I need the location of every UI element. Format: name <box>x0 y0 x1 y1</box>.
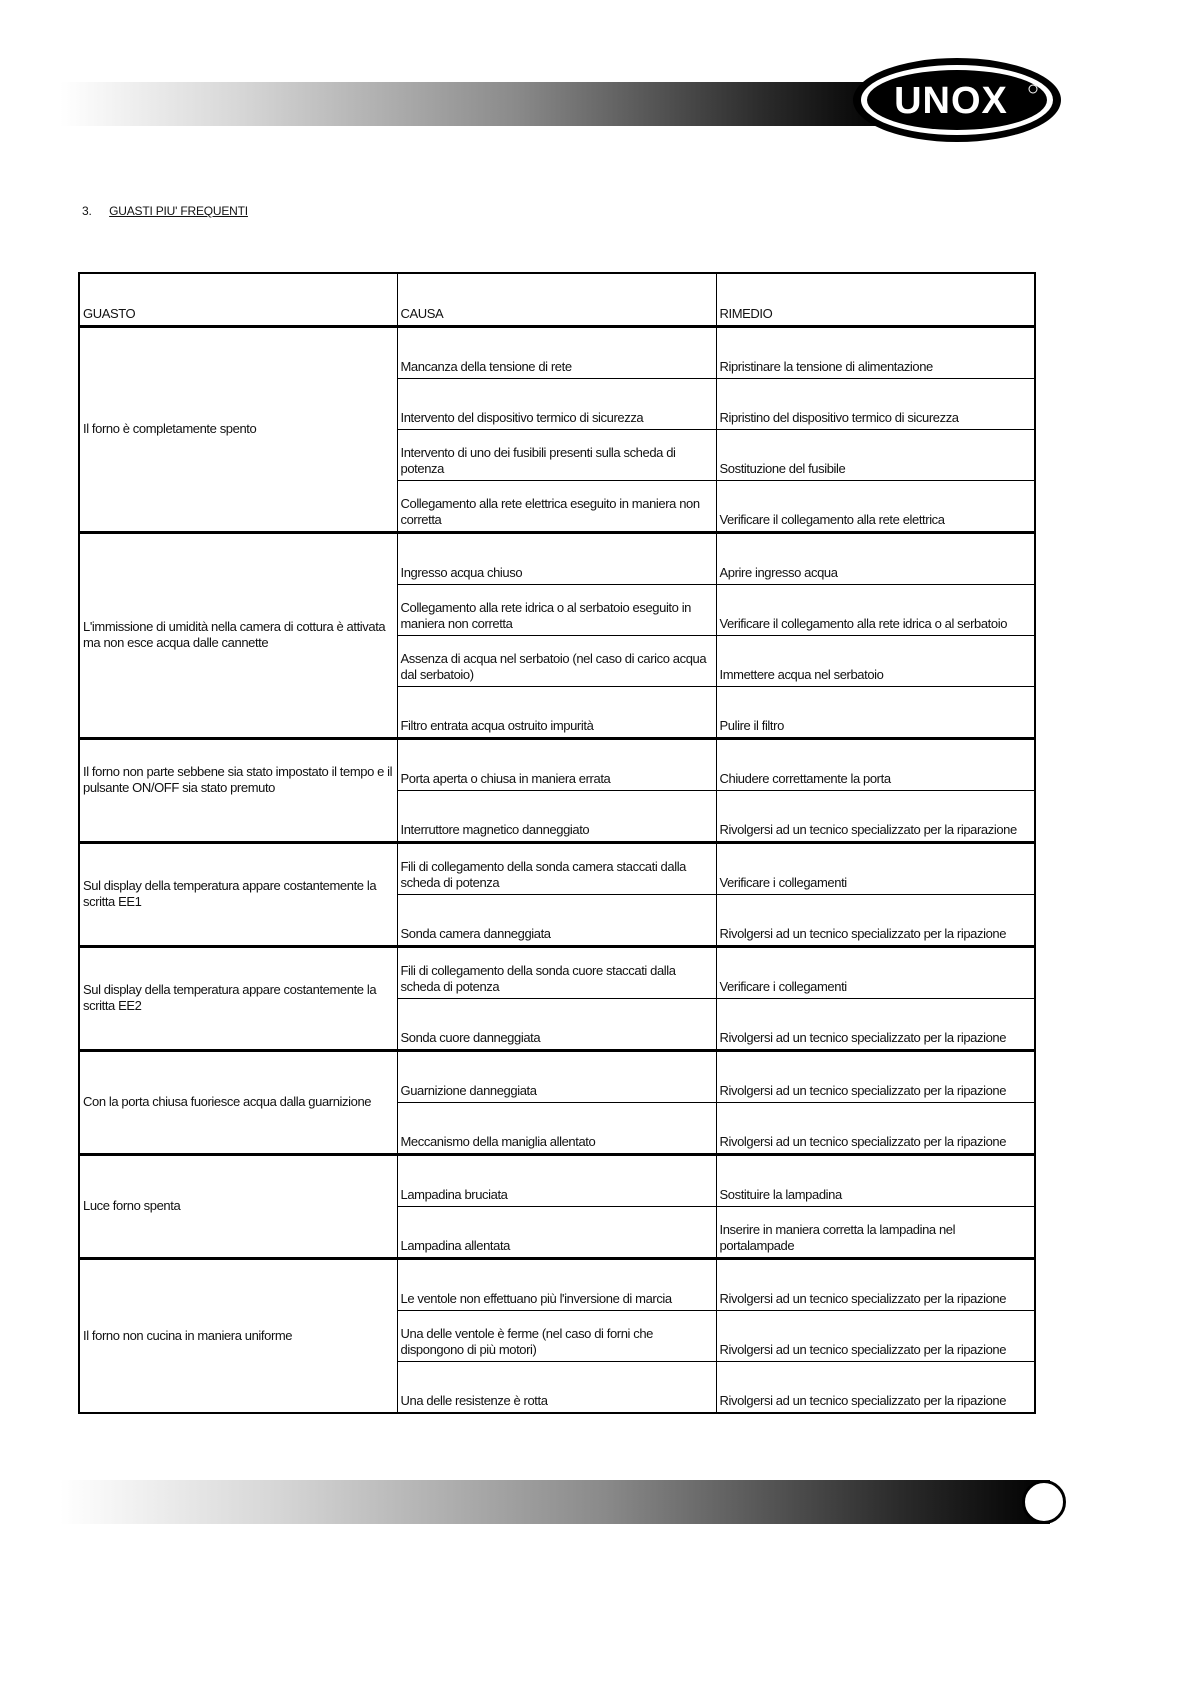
column-header-causa: CAUSA <box>397 273 716 327</box>
causa-cell: Porta aperta o chiusa in maniera errata <box>397 739 716 791</box>
column-header-guasto: GUASTO <box>79 273 397 327</box>
rimedio-cell: Verificare i collegamenti <box>716 947 1035 999</box>
causa-cell: Collegamento alla rete elettrica eseguito in maniera non corretta <box>397 481 716 533</box>
table-row <box>79 1259 1035 1311</box>
svg-text:UNOX: UNOX <box>894 80 1008 122</box>
guasto-cell: Sul display della temperatura appare costantemente la scritta EE2 <box>79 947 397 1051</box>
header-gradient-band <box>60 82 890 126</box>
section-number: 3. <box>82 204 92 218</box>
unox-logo <box>851 56 1063 144</box>
rimedio-cell: Inserire in maniera corretta la lampadina nel portalampade <box>716 1207 1035 1259</box>
column-header-rimedio: RIMEDIO <box>716 273 1035 327</box>
causa-cell: Fili di collegamento della sonda camera staccati dalla scheda di potenza <box>397 843 716 895</box>
causa-cell: Filtro entrata acqua ostruito impurità <box>397 687 716 739</box>
guasto-cell: Con la porta chiusa fuoriesce acqua dalla guarnizione <box>79 1051 397 1155</box>
guasto-cell: Il forno non parte sebbene sia stato impostato il tempo e il pulsante ON/OFF sia stato premuto <box>79 739 397 843</box>
causa-cell: Intervento del dispositivo termico di sicurezza <box>397 379 716 430</box>
causa-cell: Intervento di uno dei fusibili presenti sulla scheda di potenza <box>397 430 716 481</box>
table-row <box>79 947 1035 999</box>
rimedio-cell: Sostituire la lampadina <box>716 1155 1035 1207</box>
rimedio-cell: Rivolgersi ad un tecnico specializzato per la ripazione <box>716 1103 1035 1155</box>
guasto-cell: Il forno non cucina in maniera uniforme <box>79 1259 397 1414</box>
rimedio-cell: Verificare i collegamenti <box>716 843 1035 895</box>
causa-cell: Collegamento alla rete idrica o al serbatoio eseguito in maniera non corretta <box>397 585 716 636</box>
rimedio-cell: Ripristino del dispositivo termico di sicurezza <box>716 379 1035 430</box>
rimedio-cell: Rivolgersi ad un tecnico specializzato per la riparazione <box>716 791 1035 843</box>
rimedio-cell: Rivolgersi ad un tecnico specializzato per la ripazione <box>716 999 1035 1051</box>
rimedio-cell: Chiudere correttamente la porta <box>716 739 1035 791</box>
faults-table <box>78 272 1036 1414</box>
footer-gradient-band <box>60 1480 1050 1524</box>
rimedio-cell: Rivolgersi ad un tecnico specializzato per la ripazione <box>716 1311 1035 1362</box>
rimedio-cell: Sostituzione del fusibile <box>716 430 1035 481</box>
rimedio-cell: Verificare il collegamento alla rete idrica o al serbatoio <box>716 585 1035 636</box>
rimedio-cell: Immettere acqua nel serbatoio <box>716 636 1035 687</box>
rimedio-cell: Verificare il collegamento alla rete elettrica <box>716 481 1035 533</box>
rimedio-cell: Rivolgersi ad un tecnico specializzato per la ripazione <box>716 895 1035 947</box>
rimedio-cell: Rivolgersi ad un tecnico specializzato per la ripazione <box>716 1362 1035 1414</box>
causa-cell: Una delle resistenze è rotta <box>397 1362 716 1414</box>
causa-cell: Sonda cuore danneggiata <box>397 999 716 1051</box>
causa-cell: Le ventole non effettuano più l'inversione di marcia <box>397 1259 716 1311</box>
guasto-cell: Il forno è completamente spento <box>79 327 397 533</box>
causa-cell: Fili di collegamento della sonda cuore staccati dalla scheda di potenza <box>397 947 716 999</box>
page-number-circle <box>1022 1480 1066 1524</box>
causa-cell: Assenza di acqua nel serbatoio (nel caso di carico acqua dal serbatoio) <box>397 636 716 687</box>
section-heading <box>82 204 248 218</box>
table-row <box>79 1155 1035 1207</box>
causa-cell: Una delle ventole è ferme (nel caso di forni che dispongono di più motori) <box>397 1311 716 1362</box>
rimedio-cell: Ripristinare la tensione di alimentazione <box>716 327 1035 379</box>
causa-cell: Meccanismo della maniglia allentato <box>397 1103 716 1155</box>
causa-cell: Ingresso acqua chiuso <box>397 533 716 585</box>
guasto-cell: Sul display della temperatura appare costantemente la scritta EE1 <box>79 843 397 947</box>
table-header-row <box>79 273 1035 327</box>
causa-cell: Interruttore magnetico danneggiato <box>397 791 716 843</box>
table-row <box>79 739 1035 791</box>
table-row <box>79 843 1035 895</box>
rimedio-cell: Rivolgersi ad un tecnico specializzato per la ripazione <box>716 1259 1035 1311</box>
rimedio-cell: Pulire il filtro <box>716 687 1035 739</box>
rimedio-cell: Rivolgersi ad un tecnico specializzato per la ripazione <box>716 1051 1035 1103</box>
guasto-cell: L'immissione di umidità nella camera di cottura è attivata ma non esce acqua dalle cannette <box>79 533 397 739</box>
causa-cell: Mancanza della tensione di rete <box>397 327 716 379</box>
table-row <box>79 327 1035 379</box>
table-row <box>79 533 1035 585</box>
causa-cell: Lampadina allentata <box>397 1207 716 1259</box>
causa-cell: Guarnizione danneggiata <box>397 1051 716 1103</box>
section-title: GUASTI PIU' FREQUENTI <box>109 204 248 218</box>
table-row <box>79 1051 1035 1103</box>
rimedio-cell: Aprire ingresso acqua <box>716 533 1035 585</box>
guasto-cell: Luce forno spenta <box>79 1155 397 1259</box>
causa-cell: Sonda camera danneggiata <box>397 895 716 947</box>
causa-cell: Lampadina bruciata <box>397 1155 716 1207</box>
